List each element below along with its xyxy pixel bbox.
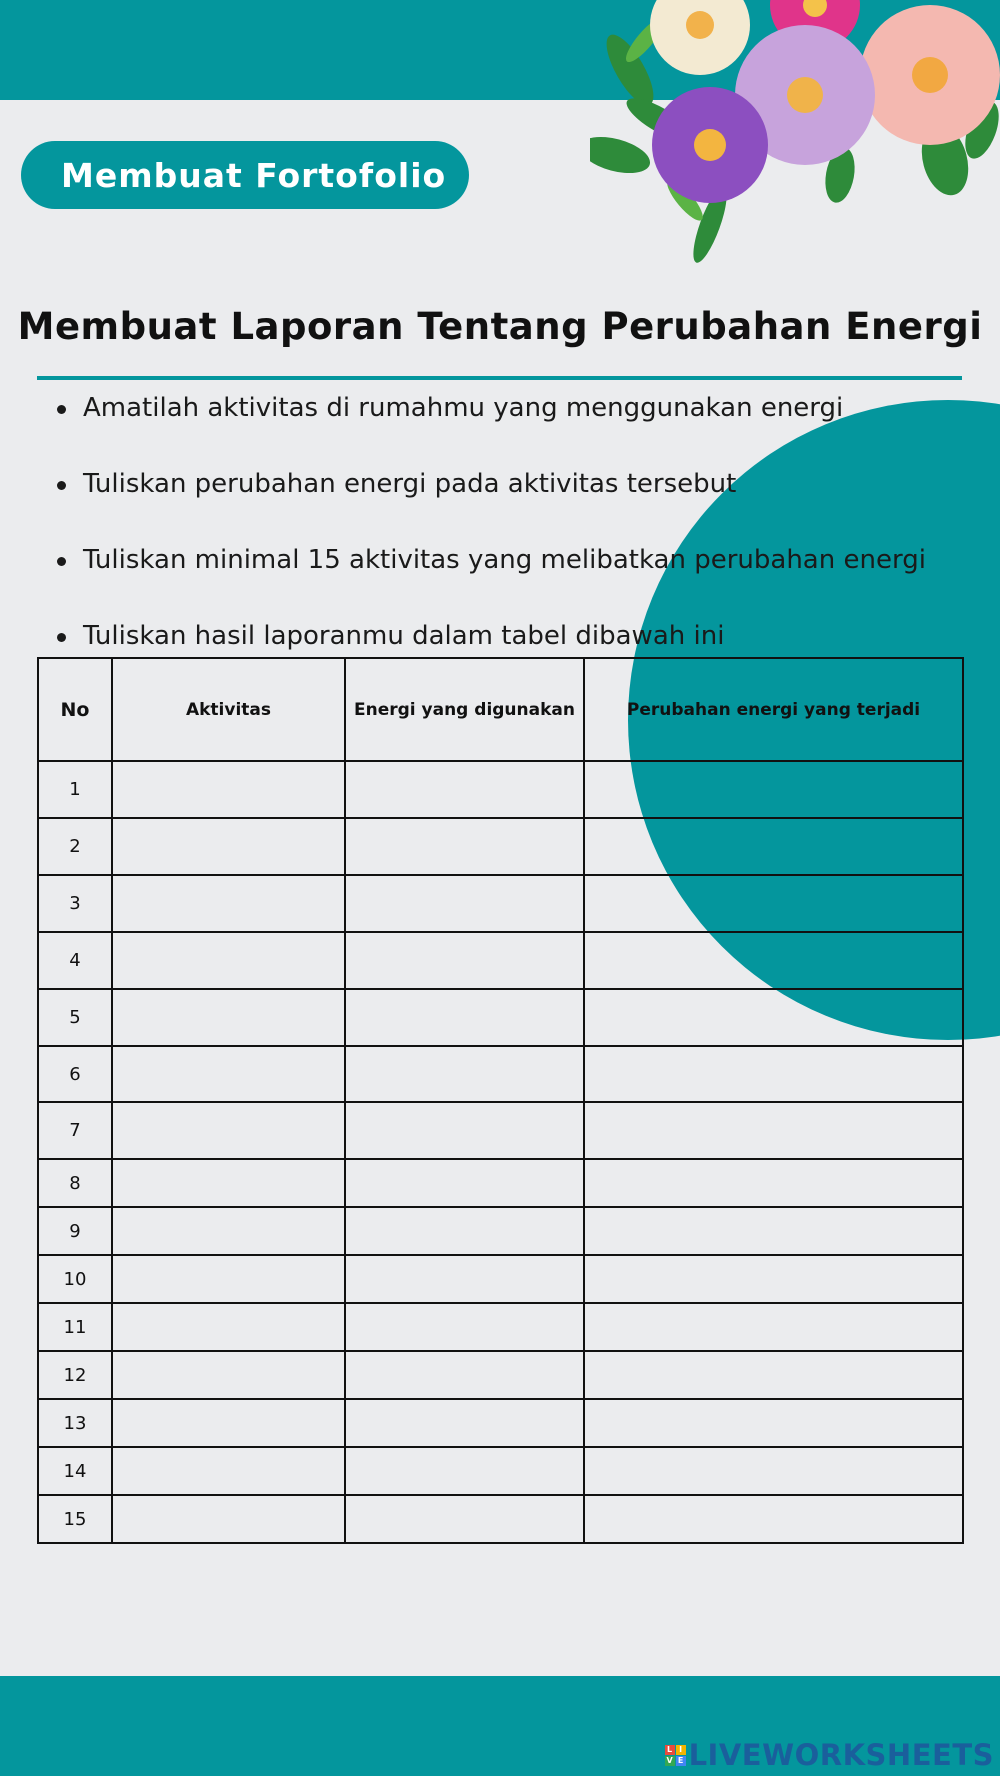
paper-flowers-icon <box>590 0 1000 270</box>
perubahan-cell[interactable] <box>584 1495 963 1543</box>
row-number: 2 <box>38 818 112 875</box>
aktivitas-cell[interactable] <box>112 1351 345 1399</box>
energi-cell[interactable] <box>345 875 584 932</box>
table-row <box>38 1495 963 1543</box>
header-energi: Energi yang digunakan <box>345 658 584 761</box>
perubahan-cell[interactable] <box>584 1255 963 1303</box>
aktivitas-cell[interactable] <box>112 761 345 818</box>
perubahan-cell[interactable] <box>584 1351 963 1399</box>
header-no: No <box>38 658 112 761</box>
report-table <box>37 657 964 1544</box>
row-number: 1 <box>38 761 112 818</box>
table-row <box>38 1303 963 1351</box>
table-row <box>38 989 963 1046</box>
energi-cell[interactable] <box>345 1447 584 1495</box>
perubahan-cell[interactable] <box>584 932 963 989</box>
aktivitas-cell[interactable] <box>112 1495 345 1543</box>
energi-cell[interactable] <box>345 1399 584 1447</box>
energi-cell[interactable] <box>345 989 584 1046</box>
aktivitas-cell[interactable] <box>112 1159 345 1207</box>
row-number: 8 <box>38 1159 112 1207</box>
row-number: 13 <box>38 1399 112 1447</box>
energi-cell[interactable] <box>345 1046 584 1102</box>
table-row <box>38 875 963 932</box>
row-number: 6 <box>38 1046 112 1102</box>
energi-cell[interactable] <box>345 1207 584 1255</box>
perubahan-cell[interactable] <box>584 1303 963 1351</box>
table-row <box>38 932 963 989</box>
aktivitas-cell[interactable] <box>112 1399 345 1447</box>
perubahan-cell[interactable] <box>584 818 963 875</box>
energi-cell[interactable] <box>345 932 584 989</box>
liveworksheets-brand[interactable] <box>665 1738 994 1772</box>
table-row <box>38 1046 963 1102</box>
energi-cell[interactable] <box>345 1159 584 1207</box>
instruction-item: Amatilah aktivitas di rumahmu yang menggunakan energi <box>55 370 955 446</box>
perubahan-cell[interactable] <box>584 1447 963 1495</box>
aktivitas-cell[interactable] <box>112 1102 345 1159</box>
energi-cell[interactable] <box>345 1255 584 1303</box>
row-number: 4 <box>38 932 112 989</box>
table-row <box>38 818 963 875</box>
perubahan-cell[interactable] <box>584 1159 963 1207</box>
table-row <box>38 761 963 818</box>
perubahan-cell[interactable] <box>584 989 963 1046</box>
aktivitas-cell[interactable] <box>112 1447 345 1495</box>
instruction-item: Tuliskan minimal 15 aktivitas yang melibatkan perubahan energi <box>55 522 955 598</box>
perubahan-cell[interactable] <box>584 1046 963 1102</box>
aktivitas-cell[interactable] <box>112 1207 345 1255</box>
perubahan-cell[interactable] <box>584 761 963 818</box>
perubahan-cell[interactable] <box>584 1399 963 1447</box>
table-row <box>38 1351 963 1399</box>
table-row <box>38 1159 963 1207</box>
page-title: Membuat Laporan Tentang Perubahan Energi <box>17 305 983 348</box>
instruction-item: Tuliskan perubahan energi pada aktivitas tersebut <box>55 446 955 522</box>
energi-cell[interactable] <box>345 1102 584 1159</box>
row-number: 3 <box>38 875 112 932</box>
table-row <box>38 1447 963 1495</box>
aktivitas-cell[interactable] <box>112 1303 345 1351</box>
row-number: 14 <box>38 1447 112 1495</box>
table-row <box>38 1102 963 1159</box>
liveworksheets-logo-icon: L I V E <box>665 1745 686 1766</box>
instruction-list <box>55 370 955 674</box>
table-row <box>38 1207 963 1255</box>
energi-cell[interactable] <box>345 1351 584 1399</box>
header-aktivitas: Aktivitas <box>112 658 345 761</box>
row-number: 11 <box>38 1303 112 1351</box>
row-number: 12 <box>38 1351 112 1399</box>
aktivitas-cell[interactable] <box>112 875 345 932</box>
row-number: 7 <box>38 1102 112 1159</box>
table-row <box>38 1255 963 1303</box>
aktivitas-cell[interactable] <box>112 818 345 875</box>
energi-cell[interactable] <box>345 1303 584 1351</box>
row-number: 15 <box>38 1495 112 1543</box>
brand-text: LIVEWORKSHEETS <box>688 1738 994 1772</box>
row-number: 5 <box>38 989 112 1046</box>
row-number: 10 <box>38 1255 112 1303</box>
row-number: 9 <box>38 1207 112 1255</box>
perubahan-cell[interactable] <box>584 875 963 932</box>
aktivitas-cell[interactable] <box>112 1046 345 1102</box>
header-perubahan: Perubahan energi yang terjadi <box>584 658 963 761</box>
portfolio-label-pill <box>21 141 469 209</box>
table-row <box>38 1399 963 1447</box>
energi-cell[interactable] <box>345 761 584 818</box>
aktivitas-cell[interactable] <box>112 989 345 1046</box>
table-header-row <box>38 658 963 761</box>
pill-label: Membuat Fortofolio <box>61 155 447 195</box>
energi-cell[interactable] <box>345 818 584 875</box>
aktivitas-cell[interactable] <box>112 932 345 989</box>
instruction-item: Tuliskan hasil laporanmu dalam tabel dibawah ini <box>55 598 955 674</box>
perubahan-cell[interactable] <box>584 1102 963 1159</box>
perubahan-cell[interactable] <box>584 1207 963 1255</box>
energi-cell[interactable] <box>345 1495 584 1543</box>
aktivitas-cell[interactable] <box>112 1255 345 1303</box>
